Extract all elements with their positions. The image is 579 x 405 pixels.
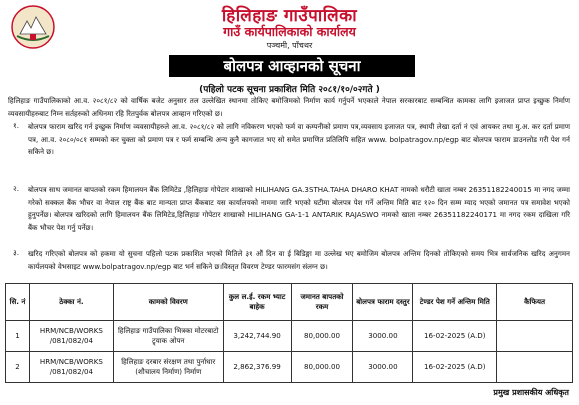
cell-work-description: हिलिहाङ दरबार संरक्षण तथा पुर्नाधार (शौचालय निर्माण) निर्माण — [113, 352, 223, 383]
col-header-estimate: कुल ल.ई. रकम भ्याट बाहेक — [223, 284, 291, 321]
col-header-remarks: कैफियत — [497, 284, 573, 321]
signatory-title: प्रमुख प्रशासकीय अधिकृत — [493, 388, 569, 397]
table-row — [6, 321, 573, 352]
tender-table — [5, 283, 573, 383]
cell-deadline: 16-02-2025 (A.D) — [413, 321, 497, 352]
table-header-row — [6, 284, 573, 321]
cell-estimate: 3,242,744.90 — [223, 321, 291, 352]
cell-work-description: हिलिहाङ गाउँपालिका भित्रका मोटरबाटो ट्र्याक ओपन — [113, 321, 223, 352]
notice-intro: हिलिहाङ गाउँपालिकाको आ.व. २०८१/८२ को वार्षिक बजेट अनुसार तल उल्लेखित स्थानमा तोकिए बमोजिमको निर्माण कार्य गर्नुपर्ने भएकाले नेपाल सरकारबाट सम्बन्धित कामका लागि इजाजत प्राप्त इच्छुक निर्माण व्यवसायीहरुबाट निम्न सर्तहरुको अधिनमा रहि रितपुर्वक बोलपत्र आव्हान गरिएको छ। — [8, 96, 570, 118]
condition-item: बोलपत्र फाराम खरिद गर्न इच्छुक निर्माण व्यवसायीहरुले आ.व. २०८१/८२ को लागि नविकरण भएको फर्म वा कम्पनीको प्रमाण पत्र,व्यवसाय इजाजत पत्र, स्थायी लेखा दर्ता नं एवं आयकर तथा मु.अ. कर दर्ता प्रमाण पत्र, आ.व. २०८०/०८१ सम्मको कर चुक्ता को प्रमाण पत्र र फर्म सम्बन्धि अन्य कुनै कागजात भए सो समेत प्रमाणित प्रतिलिपि सहित www. bolpatragov.np/egp बाट बोलपत्र फाराम डाउनलोड गरी पेश गर्न सकिने छ। — [28, 122, 570, 157]
cell-estimate: 2,862,376.99 — [223, 352, 291, 383]
office-name: हिलिहाङ गाउँपालिका — [221, 6, 358, 26]
cell-remarks — [497, 321, 573, 352]
notice-title: बोलपत्र आव्हानको सूचना — [169, 55, 415, 77]
cell-contract-no: HRM/NCB/WORKS /081/082/04 — [29, 321, 113, 352]
cell-bid-security: 80,000.00 — [291, 321, 353, 352]
col-header-form-fee: बोलपत्र फाराम दस्तुर — [353, 284, 413, 321]
table-row — [6, 352, 573, 383]
cell-serial: 1 — [6, 321, 30, 352]
col-header-work-description: कामको विवरण — [113, 284, 223, 321]
item-number: ३. — [13, 248, 19, 257]
col-header-contract-no: ठेक्का नं. — [29, 284, 113, 321]
condition-item: खरिद गरिएको बोलपत्र को हकमा यो सुचना पहिलो पटक प्रकाशित भएको मितिले ३१ औं दिन वा ई बिडिङ्गा मा उल्लेख भए बमोजिम बोलपत्र अन्तिम दिनको तोकिएको समय भित्र सार्वजनिक खरिद अनुगमन कार्यलयको वेभसाइट www.bolpatragov.np/egp बाट भर्न सकिने छ।विस्तृत विवरण टेण्डर फारमसंग संलग्न छ। — [28, 249, 570, 271]
cell-serial: 2 — [6, 352, 30, 383]
cell-bid-security: 80,000.00 — [291, 352, 353, 383]
col-header-deadline: टेण्डर पेश गर्ने अन्तिम मिति — [413, 284, 497, 321]
col-header-bid-security: जमानत बापतको रकम — [291, 284, 353, 321]
item-number: १. — [13, 121, 19, 130]
cell-contract-no: HRM/NCB/WORKS /081/082/04 — [29, 352, 113, 383]
notice-subtitle: (पहिलो पटक सूचना प्रकाशित मिति २०८१/१०/०२गते ) — [199, 85, 380, 95]
col-header-serial: सि. नं — [6, 284, 30, 321]
cell-form-fee: 3000.00 — [353, 352, 413, 383]
cell-deadline: 16-02-2025 (A.D) — [413, 352, 497, 383]
cell-form-fee: 3000.00 — [353, 321, 413, 352]
condition-item: बोलपत्र साथ जमानत बापतको रकम हिमालयन बैंक लिमिटेड ,हिलिहाङ गोपेटार शाखाको HILIHANG GA.3STHA.TAHA DHARO KHAT नामको धरौटी खाता नम्बर 26351182240015 मा नगद जम्मा गरेको सक्कल बैंक भौचर वा नेपाल राष्ट्र बैंक बाट मान्यता प्राप्त बैंकबाट यस कार्यालयको नाममा जारि भएको घटीमा बोलपत्र पेश गर्ने अन्तिम मिति बाट १२० दिन सम्म म्याद भएको जमानत पत्र समावेश भएको हुनुपर्नेछ। बोलपत्र खरिदको लागि हिमालयन बैंक लिमिटेड,हिलिहाङ गोपेटार शाखाको HILIHANG GA-1-1 ANTARIK RAJASWO नामको खाता नम्बर 26351182240171 मा नगद रकम दाखिला गरि बैंक भौचर पेश गर्नु पर्नेछ। — [28, 185, 570, 232]
cell-remarks — [497, 352, 573, 383]
item-number: २. — [13, 184, 19, 193]
office-sub-name: गाउँ कार्यपालिकाको कार्यालय — [223, 24, 356, 39]
office-address: पञ्चमी, पाँचथर — [266, 41, 313, 50]
